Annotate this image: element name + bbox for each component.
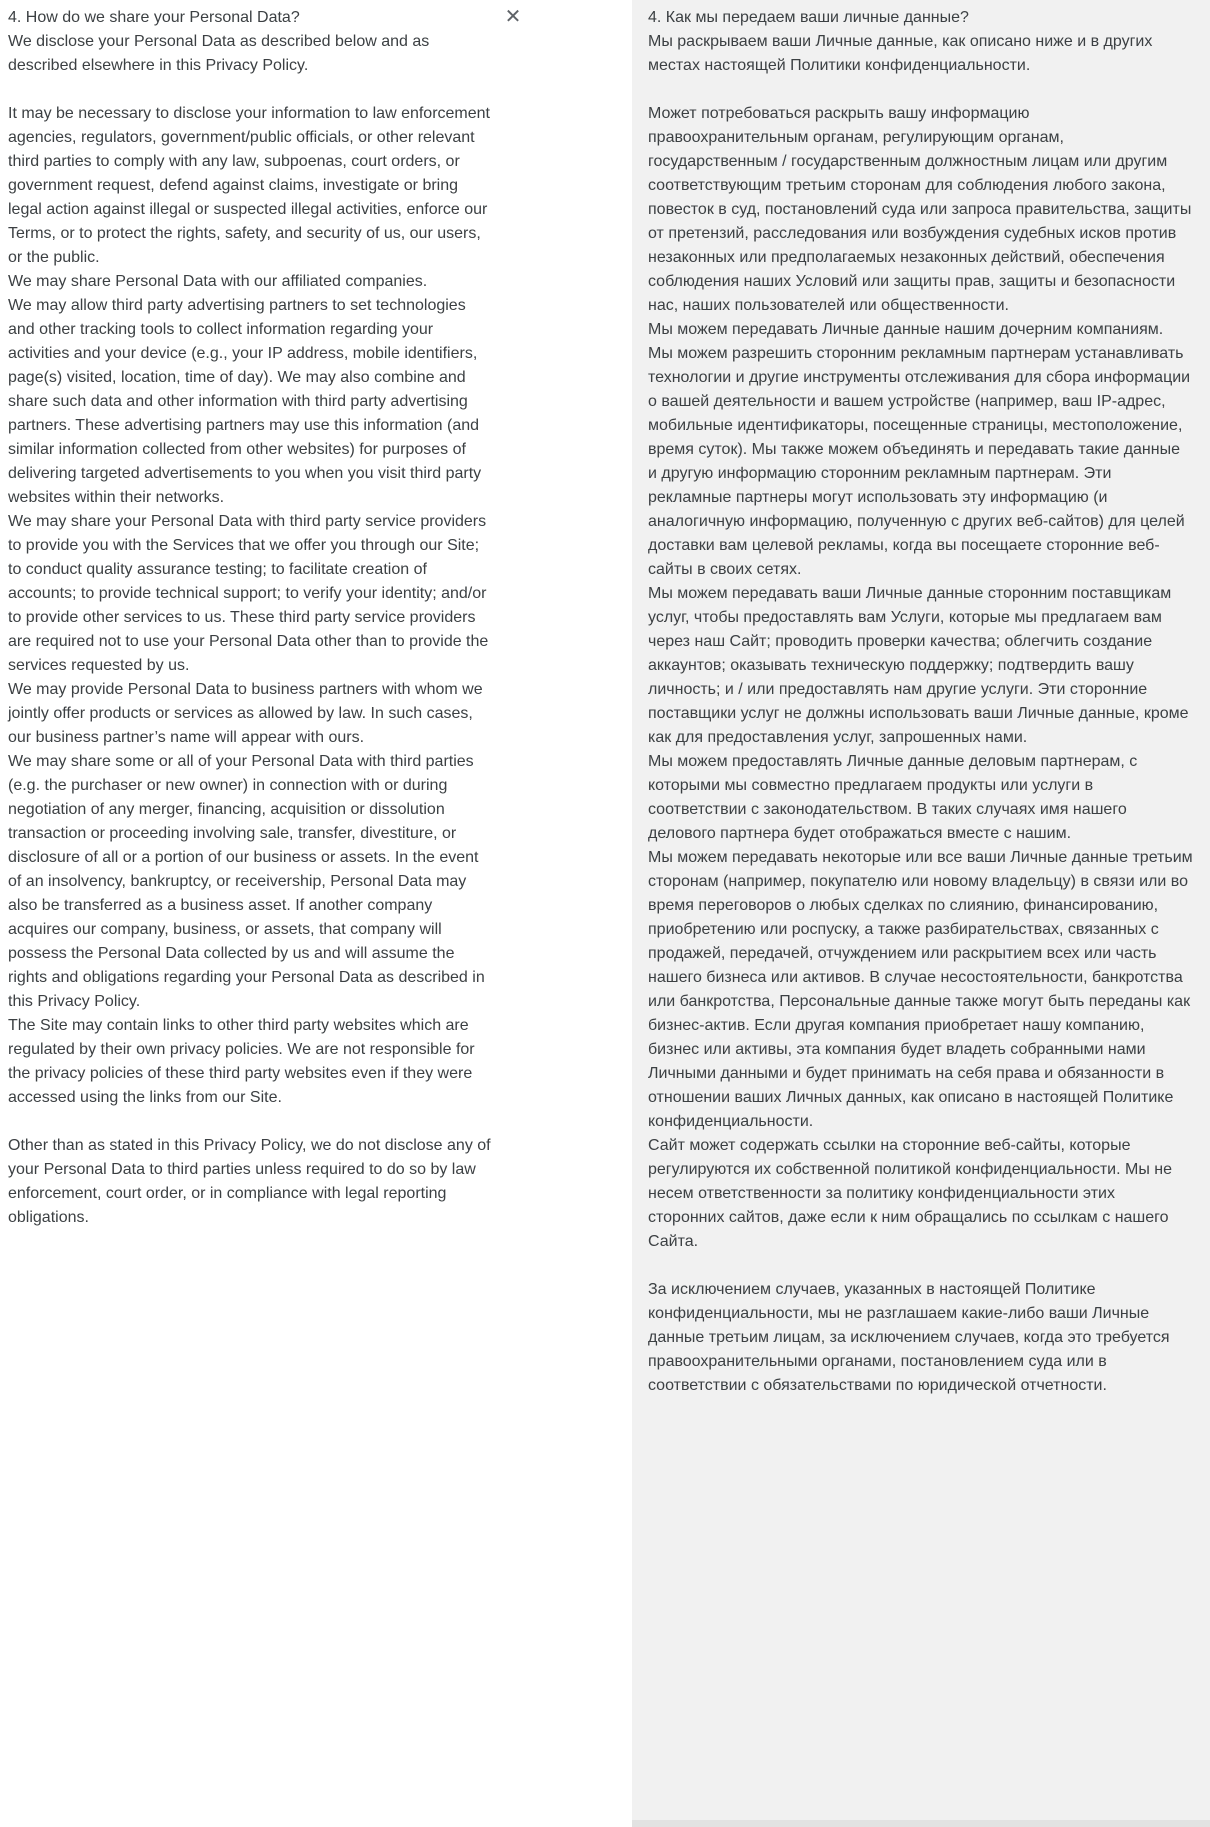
section-title-en: 4. How do we share your Personal Data? <box>8 9 300 26</box>
english-text-block <box>8 6 492 1230</box>
russian-text-block <box>648 6 1193 1398</box>
close-button[interactable] <box>498 2 528 32</box>
paragraph-ru-6: Мы можем предоставлять Личные данные деловым партнерам, с которыми мы совместно предлагаем продукты или услуги в соответствии с законодательством. В таких случаях имя нашего делового партнера будет отображаться вместе с нашим. <box>648 753 1138 842</box>
paragraph-ru-7: Мы можем передавать некоторые или все ваши Личные данные третьим сторонам (например, покупателю или новому владельцу) в связи или во время переговоров о любых сделках по слиянию, финансированию, приобретению или роспуску, а также разбирательствах, связанных с продажей, передачей, отчуждением или раскрытием всех или часть нашего бизнеса или активов. В случае несостоятельности, банкротства или банкротства, Персональные данные также могут быть переданы как бизнес-актив. Если другая компания приобретает нашу компанию, бизнес или активы, эта компания будет владеть собранными нами Личными данными и будет принимать на себя права и обязанности в отношении ваших Личных данных, как описано в настоящей Политике конфиденциальности. <box>648 849 1193 1130</box>
paragraph-en-8: The Site may contain links to other third party websites which are regulated by their own privacy policies. We are not responsible for the privacy policies of these third party websites even if they were accessed using the links from our Site. <box>8 1017 475 1106</box>
section-title-ru: 4. Как мы передаем ваши личные данные? <box>648 9 969 26</box>
paragraph-en-3: We may share Personal Data with our affiliated companies. <box>8 273 428 290</box>
close-icon: ✕ <box>504 6 522 28</box>
horizontal-scrollbar[interactable] <box>632 1820 1210 1827</box>
translation-panel <box>632 0 1210 1827</box>
paragraph-ru-3: Мы можем передавать Личные данные нашим дочерним компаниям. <box>648 321 1164 338</box>
paragraph-en-6: We may provide Personal Data to business partners with whom we jointly offer products or services as allowed by law. In such cases, our business partner’s name will appear with ours. <box>8 681 483 746</box>
paragraph-ru-4: Мы можем разрешить сторонним рекламным партнерам устанавливать технологии и другие инструменты отслеживания для сбора информации о вашей деятельности и вашем устройстве (например, ваш IP-адрес, мобильные идентификаторы, посещенные страницы, местоположение, время суток). Мы также можем объединять и передавать такие данные и другую информацию сторонним рекламным партнерам. Эти рекламные партнеры могут использовать эту информацию (и аналогичную информацию, полученную с других веб-сайтов) для целей доставки вам целевой рекламы, когда вы посещаете сторонние веб-сайты в своих сетях. <box>648 345 1191 578</box>
paragraph-ru-2: Может потребоваться раскрыть вашу информацию правоохранительным органам, регулирующим органам, государственным / государственным должностным лицам или другим соответствующим третьим сторонам для соблюдения любого закона, повесток в суд, постановлений суда или запроса правительства, защиты от претензий, расследования или возбуждения судебных исков против незаконных или предполагаемых незаконных действий, обеспечения соблюдения наших Условий или защиты прав, защиты и безопасности нас, наших пользователей или общественности. <box>648 105 1192 314</box>
paragraph-en-7: We may share some or all of your Personal Data with third parties (e.g. the purchaser or new owner) in connection with or during negotiation of any merger, financing, acquisition or dissolution transaction or proceeding involving sale, transfer, divestiture, or disclosure of all or a portion of our business or assets. In the event of an insolvency, bankruptcy, or receivership, Personal Data may also be transferred as a business asset. If another company acquires our company, business, or assets, that company will possess the Personal Data collected by us and will assume the rights and obligations regarding your Personal Data as described in this Privacy Policy. <box>8 753 485 1010</box>
paragraph-ru-8: Сайт может содержать ссылки на сторонние веб-сайты, которые регулируются их собственной политикой конфиденциальности. Мы не несем ответственности за политику конфиденциальности этих сторонних сайтов, даже если к ним обращались по ссылкам с нашего Сайта. <box>648 1137 1172 1250</box>
paragraph-ru-1: Мы раскрываем ваши Личные данные, как описано ниже и в других местах настоящей Политики конфиденциальности. <box>648 33 1153 74</box>
paragraph-en-9: Other than as stated in this Privacy Policy, we do not disclose any of your Personal Data to third parties unless required to do so by law enforcement, court order, or in compliance with legal reporting obligations. <box>8 1137 491 1226</box>
paragraph-en-4: We may allow third party advertising partners to set technologies and other tracking tools to collect information regarding your activities and your device (e.g., your IP address, mobile identifiers, page(s) visited, location, time of day). We may also combine and share such data and other information with third party advertising partners. These advertising partners may use this information (and similar information collected from other websites) for purposes of delivering targeted advertisements to you when you visit third party websites within their networks. <box>8 297 482 506</box>
paragraph-en-1: We disclose your Personal Data as described below and as described elsewhere in this Privacy Policy. <box>8 33 430 74</box>
paragraph-en-2: It may be necessary to disclose your information to law enforcement agencies, regulators, government/public officials, or other relevant third parties to comply with any law, subpoenas, court orders, or government request, defend against claims, investigate or bring legal action against illegal or suspected illegal activities, enforce our Terms, or to protect the rights, safety, and security of us, our users, or the public. <box>8 105 490 266</box>
paragraph-ru-5: Мы можем передавать ваши Личные данные сторонним поставщикам услуг, чтобы предоставлять вам Услуги, которые мы предлагаем вам через наш Сайт; проводить проверки качества; облегчить создание аккаунтов; оказывать техническую поддержку; подтвердить вашу личность; и / или предоставлять нам другие услуги. Эти сторонние поставщики услуг не должны использовать ваши Личные данные, кроме как для предоставления услуг, запрошенных нами. <box>648 585 1189 746</box>
paragraph-ru-9: За исключением случаев, указанных в настоящей Политике конфиденциальности, мы не разглашаем какие-либо ваши Личные данные третьим лицам, за исключением случаев, когда это требуется правоохранительными органами, постановлением суда или в соответствии с обязательствами по юридической отчетности. <box>648 1281 1170 1394</box>
paragraph-en-5: We may share your Personal Data with third party service providers to provide you with the Services that we offer you through our Site; to conduct quality assurance testing; to facilitate creation of accounts; to provide technical support; to verify your identity; and/or to provide other services to us. These third party service providers are required not to use your Personal Data other than to provide the services requested by us. <box>8 513 489 674</box>
